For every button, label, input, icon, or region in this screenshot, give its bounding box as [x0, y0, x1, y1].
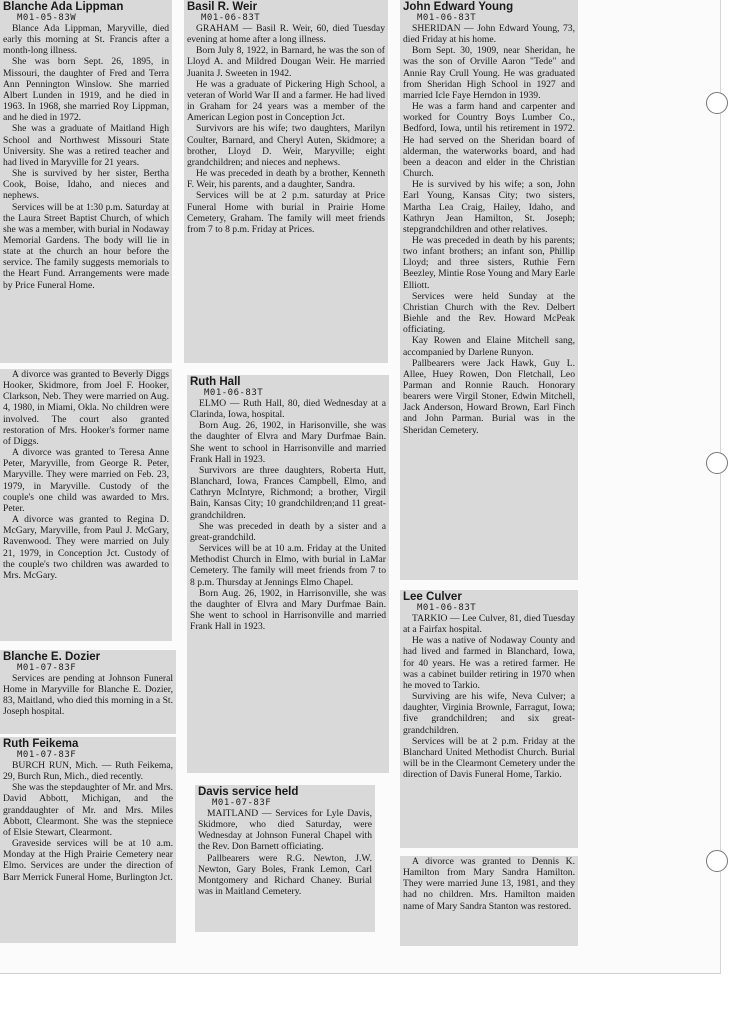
paragraph: Surviving are his wife, Neva Culver; a daughter, Virginia Brownle, Farragut, Iowa; five grandchildren; and six great-grandchildren. [403, 691, 575, 736]
clipping-headline: John Edward Young [403, 1, 514, 13]
paragraph: Born Aug. 26, 1902, in Harrisonville, she was the daughter of Elvra and Mary Durfmae Bain. She went to school in Harrisonville and married Frank Hall in 1923. [190, 587, 386, 633]
paragraph: ELMO — Ruth Hall, 80, died Wednesday at a Clarinda, Iowa, hospital. [190, 398, 386, 421]
clipping-body [198, 808, 372, 897]
clipping-body [3, 369, 169, 581]
paragraph: Kay Rowen and Elaine Mitchell sang, accompanied by Darlene Runyon. [403, 335, 575, 358]
paragraph: Blance Ada Lippman, Maryville, died early this morning at St. Francis after a month-long illness. [3, 23, 169, 57]
paragraph: A divorce was granted to Dennis K. Hamilton from Mary Sandra Hamilton. They were married June 13, 1981, and they had no children. Mrs. Hamilton maiden name of Mary Sandra Stanton was restored. [403, 856, 575, 912]
binder-hole-top [706, 92, 728, 114]
paragraph: Born July 8, 1922, in Barnard, he was the son of Lloyd A. and Mildred Dougan Weir. He married Juanita J. Sweeten in 1942. [187, 45, 385, 79]
clipping-headline: Blanche E. Dozier [3, 651, 101, 663]
clipping-headline: Davis service held [198, 786, 299, 798]
handwritten-note: M01-06-83T [204, 388, 264, 398]
binder-hole-bottom [706, 850, 728, 872]
handwritten-note: M01-07-83F [17, 663, 77, 673]
paragraph: Survivors are his wife; two daughters, Marilyn Coulter, Barnard, and Cheryl Auten, Skidmore; a brother, Lloyd D. Weir, Maryville; eight grandchildren; and nieces and nephews. [187, 123, 385, 168]
paragraph: GRAHAM — Basil R. Weir, 60, died Tuesday evening at home after a long illness. [187, 23, 385, 46]
clipping-body [3, 23, 169, 291]
paragraph: Graveside services will be at 10 a.m. Monday at the High Prairie Cemetery near Elmo. Services are under the direction of Barr Merrick Funeral Home, Burlington Jct. [3, 838, 173, 883]
paragraph: BURCH RUN, Mich. — Ruth Feikema, 29, Burch Run, Mich., died recently. [3, 760, 173, 783]
paragraph: She was preceded in death by a sister and a great-grandchild. [190, 520, 386, 543]
paragraph: TARKIO — Lee Culver, 81, died Tuesday at a Fairfax hospital. [403, 613, 575, 636]
paragraph: Pallbearers were R.G. Newton, J.W. Newton, Gary Boles, Frank Lemon, Carl Montgomery and Richard Chaney. Burial was in Maitland Cemetery. [198, 852, 372, 898]
divorce-notice-hamilton [400, 856, 578, 946]
paragraph: Services are pending at Johnson Funeral Home in Maryville for Blanche E. Dozier, 83, Maitland, who died this morning in a St. Joseph hospital. [3, 673, 173, 718]
paragraph: Services will be at 2 p.m. Friday at the Blanchard United Methodist Church. Burial will be in the Clearmont Cemetery under the direction of Davis Funeral Home, Tarkio. [403, 735, 575, 781]
obituary-john-edward-young [400, 0, 578, 580]
article-davis-service-held [195, 785, 375, 932]
handwritten-note: M01-06-83T [417, 603, 477, 613]
paragraph: Born Aug. 26, 1902, in Harisonville, she was the daughter of Elvra and Mary Durfmae Bain. She went to school in Harrisonville and married Frank Hall in 1923. [190, 420, 386, 465]
paragraph: A divorce was granted to Beverly Diggs Hooker, Skidmore, from Joel F. Hooker, Clarkson, Neb. They were married on Aug. 4, 1980, in Miami, Okla. No children were involved. The court also granted restoration of Mrs. Hooker's former name of Diggs. [3, 369, 169, 447]
paragraph: He was a native of Nodaway County and had lived and farmed in Blanchard, Iowa, for 40 years. He was a retired farmer. He was a cabinet builder retiring in 1970 when he moved to Tarkio. [403, 635, 575, 691]
paragraph: Services will be at 1:30 p.m. Saturday at the Laura Street Baptist Church, of which she was a member, with burial in Nodaway Memorial Gardens. The body will lie in state at the church an hour before the service. The family suggests memorials to the Heart Fund. Arrangements were made by Price Funeral Home. [3, 201, 169, 291]
paragraph: He was preceded in death by his parents; two infant brothers; an infant son, Phillip Lloyd; and three sisters, Ruthie Fern Beezley, Mintie Rose Young and Mary Earle Elliott. [403, 234, 575, 291]
clipping-body [187, 23, 385, 235]
clipping-headline: Basil R. Weir [187, 1, 258, 13]
paragraph: He was a farm hand and carpenter and worked for Country Boys Lumber Co., Bedford, Iowa, until his retirement in 1972. He had served on the Sheridan board of alderman, the waterworks board, and had been a deacon and elder in the Christian Church. [403, 101, 575, 180]
handwritten-note: M01-06-83T [201, 13, 261, 23]
obituary-ruth-hall [187, 375, 389, 773]
clipping-headline: Blanche Ada Lippman [3, 1, 124, 13]
clipping-body [403, 613, 575, 780]
obituary-ruth-feikema [0, 737, 176, 943]
paragraph: Services will be at 10 a.m. Friday at the United Methodist Church in Elmo, with burial in LaMar Cemetery. The family will meet friends from 7 to 8 p.m. Thursday at Jennings Elmo Chapel. [190, 543, 386, 588]
paragraph: Pallbearers were Jack Hawk, Guy L. Allee, Huey Rowen, Don Fletchall, Leo Parman and Ronnie Rauch. Honorary bearers were Virgil Stoner, Edwin Mitchell, Jack Anderson, Howard Brown, Earl Finch and John Parman. Burial was in the Sheridan Cemetery. [403, 357, 575, 436]
clipping-body [3, 673, 173, 718]
paragraph: Services will be at 2 p.m. saturday at Price Funeral Home with burial in Prairie Home Cemetery, Graham. The family will meet friends from 7 to 8 p.m. Friday at Prices. [187, 190, 385, 235]
clipping-body [403, 23, 575, 436]
divorce-notices [0, 369, 172, 641]
paragraph: Survivors are three daughters, Roberta Hutt, Blanchard, Iowa, Frances Campbell, Elmo, and Cathryn McIntyre, Richmond; a brother, Virgil Bain, Kansas City; 10 grandchildren;and 11 great-grandchildren. [190, 464, 386, 521]
clipping-headline: Ruth Feikema [3, 738, 79, 750]
paragraph: She is survived by her sister, Bertha Cook, Boise, Idaho, and nieces and nephews. [3, 168, 169, 202]
paragraph: She was the stepdaughter of Mr. and Mrs. David Abbott, Michigan, and the granddaughter of Mr. and Mrs. Miles Abbott, Clearmont. She was the stepniece of Elsie Stewart, Clearmont. [3, 782, 173, 838]
handwritten-note: M01-05-83W [17, 13, 77, 23]
paragraph: Services were held Sunday at the Christian Church with the Rev. Delbert Biehle and the Rev. Howard McPeak officiating. [403, 290, 575, 336]
handwritten-note: M01-06-83T [417, 13, 477, 23]
paragraph: Born Sept. 30, 1909, near Sheridan, he was the son of Orville Aaron "Tede" and Annie Ray Crull Young. He was graduated from Sheridan High School in 1927 and married Icle Faye Herndon in 1939. [403, 45, 575, 101]
paragraph: SHERIDAN — John Edward Young, 73, died Friday at his home. [403, 23, 575, 46]
paragraph: MAITLAND — Services for Lyle Davis, Skidmore, who died Saturday, were Wednesday at Johnson Funeral Chapel with the Rev. Don Barnett officiating. [198, 808, 372, 853]
binder-hole-middle [706, 452, 728, 474]
clipping-body [3, 760, 173, 883]
clipping-headline: Ruth Hall [190, 376, 241, 388]
paragraph: She was born Sept. 26, 1895, in Missouri, the daughter of Fred and Terra Ann Pennington Winslow. She married Albert Lunden in 1919, and he died in 1963. In 1968, she married Roy Lippman, and he died in 1972. [3, 56, 169, 124]
clipping-headline: Lee Culver [403, 591, 462, 603]
handwritten-note: M01-07-83F [212, 798, 272, 808]
obituary-blanche-ada-lippman [0, 0, 172, 363]
obituary-lee-culver [400, 590, 578, 848]
handwritten-note: M01-07-83F [17, 750, 77, 760]
paragraph: She was a graduate of Maitland High School and Northwest Missouri State University. She was a retired teacher and had lived in Maryville for 21 years. [3, 123, 169, 168]
obituary-blanche-e-dozier [0, 650, 176, 734]
clipping-body [190, 398, 386, 632]
obituary-basil-r-weir [184, 0, 388, 363]
clipping-body [403, 856, 575, 912]
paragraph: He was preceded in death by a brother, Kenneth F. Weir, his parents, and a daughter, Sandra. [187, 168, 385, 191]
paragraph: A divorce was granted to Teresa Anne Peter, Maryville, from George R. Peter, Maryville. They were married on Feb. 23, 1979, in Maryville. Custody of the couple's one child was awarded to Mrs. Peter. [3, 447, 169, 514]
paragraph: He was a graduate of Pickering High School, a veteran of World War II and a farmer. He had lived in Graham for 24 years was a member of the American Legion post in Conception Jct. [187, 78, 385, 124]
paragraph: He is survived by his wife; a son, John Earl Young, Kansas City; two sisters, Martha Lea Craig, Hailey, Idaho, and Kathryn Jean Hamilton, St. Joseph; stepgrandchildren and other relatives. [403, 179, 575, 235]
paragraph: A divorce was granted to Regina D. McGary, Maryville, from Paul J. McGary, Ravenwood. They were married on July 21, 1979, in Conception Jct. Custody of the couple's two children was awarded to Mrs. McGary. [3, 514, 169, 581]
